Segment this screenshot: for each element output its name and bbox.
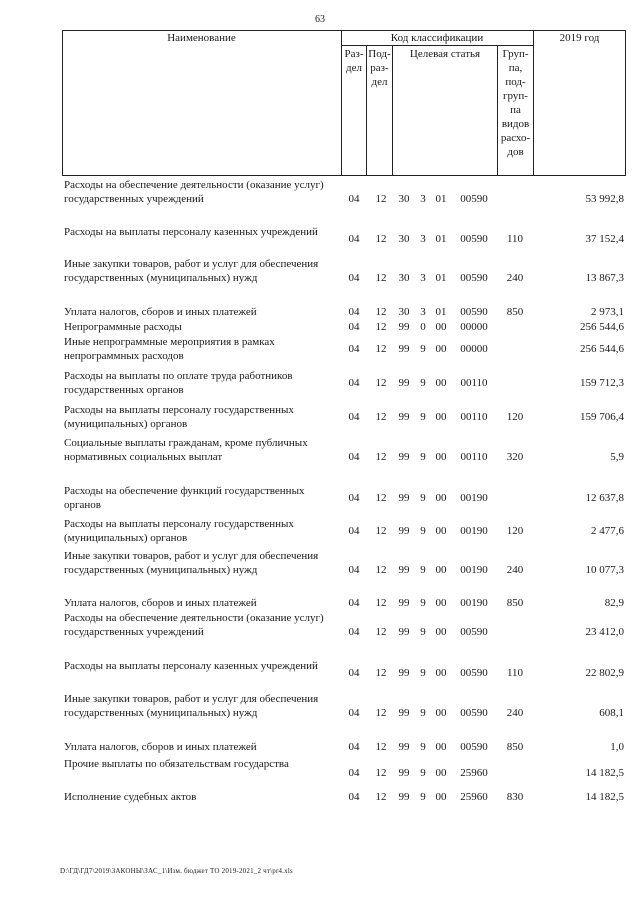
header-divider [392,45,393,176]
page-number: 63 [315,14,325,25]
header-name: Наименование [167,32,236,44]
header-section: Раз-дел [344,48,364,74]
header-code: Код классификации [390,32,484,44]
header-divider [533,30,534,176]
header-group: Груп-па, под-груп-па видов расхо-дов [500,48,531,158]
header-year: 2019 год [559,32,600,44]
header-target: Целевая статья [409,48,481,60]
header-subsection: Под-раз-дел [368,48,391,88]
header-divider [341,45,533,46]
file-path-footer: D:\ГД\ГД7\2019\ЗАКОНЫ\ЗАС_1\Изм. бюджет ТО 2019-2021_2 чт\pr4.xls [60,867,293,875]
